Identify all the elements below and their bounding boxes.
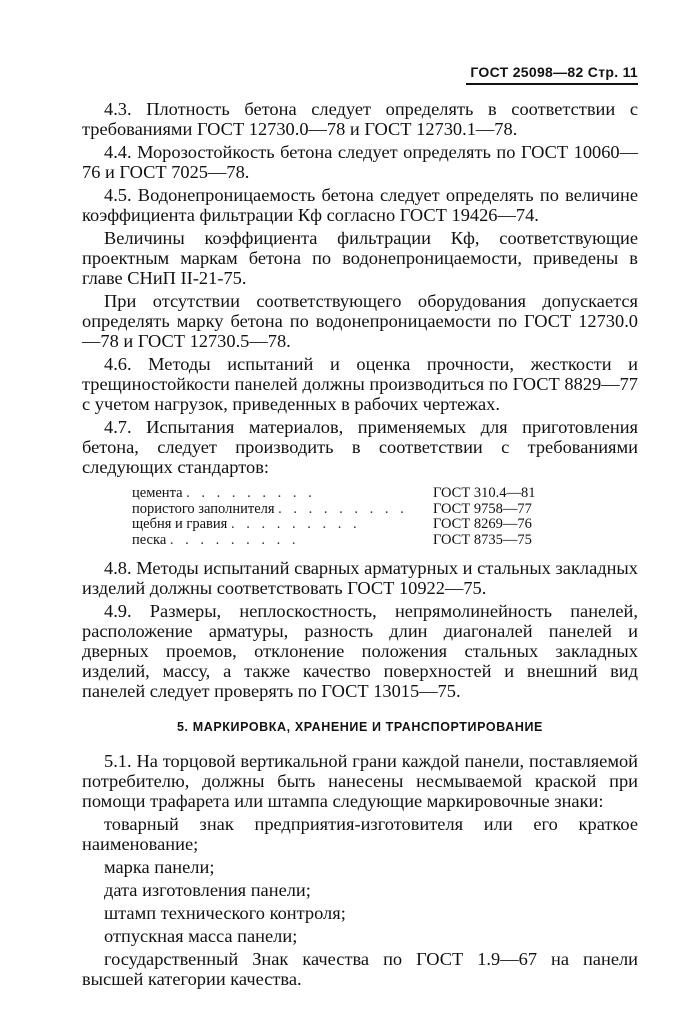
paragraph-5-1: 5.1. На торцовой вертикальной грани каждой панели, поставляемой потребителю, должны быть нанесены несмываемой краской при помощи трафарета или штампа следующие маркировочные знаки: [82, 751, 638, 811]
table-row [132, 486, 562, 502]
leader-dots: . . . . . . . . . [278, 500, 408, 517]
material-name: песка [132, 531, 167, 548]
paragraph-4-8: 4.8. Методы испытаний сварных арматурных и стальных закладных изделий должны соответствовать ГОСТ 10922—75. [82, 558, 638, 598]
material-name: пористого заполнителя [132, 500, 275, 517]
leader-dots: . . . . . . . . . [230, 516, 361, 532]
table-row [132, 517, 562, 533]
paragraph-4-7: 4.7. Испытания материалов, применяемых для приготовления бетона, следует производить в соответствии с требованиями следующих стандартов: [82, 417, 638, 477]
list-item: дата изготовления панели; [104, 880, 311, 900]
section-5-heading: 5. МАРКИРОВКА, ХРАНЕНИЕ И ТРАНСПОРТИРОВАНИЕ [177, 720, 543, 734]
running-header: ГОСТ 25098—82 Стр. 11 [466, 64, 638, 85]
list-item: штамп технического контроля; [104, 903, 346, 923]
paragraph-4-6: 4.6. Методы испытаний и оценка прочности, жесткости и трещиностойкости панелей должны производиться по ГОСТ 8829—77 с учетом нагрузок, приведенных в рабочих чертежах. [82, 354, 638, 414]
paragraph-4-3: 4.3. Плотность бетона следует определять в соответствии с требованиями ГОСТ 12730.0—78 и ГОСТ 12730.1—78. [82, 99, 638, 139]
paragraph-filtration-values: Величины коэффициента фильтрации Кф, соответствующие проектным маркам бетона по водонепроницаемости, приведены в главе СНиП II-21-75. [82, 228, 638, 288]
material-name: цемента [132, 485, 183, 501]
paragraph-no-equipment: При отсутствии соответствующего оборудования допускается определять марку бетона по водонепроницаемости по ГОСТ 12730.0—78 и ГОСТ 12730.5—78. [82, 291, 638, 351]
material-gost: ГОСТ 310.4—81 [433, 485, 536, 501]
material-gost: ГОСТ 9758—77 [433, 500, 532, 517]
leader-dots: . . . . . . . . . [169, 531, 300, 548]
leader-dots: . . . . . . . . . [186, 485, 316, 501]
material-gost: ГОСТ 8735—75 [433, 531, 532, 548]
list-item: государственный Знак качества по ГОСТ 1.9—67 на панели высшей категории качества. [82, 949, 638, 989]
material-name: щебня и гравия [132, 516, 228, 532]
document-body [82, 99, 638, 992]
list-item: марка панели; [104, 857, 215, 877]
table-row [132, 502, 562, 518]
list-item: отпускная масса панели; [104, 926, 298, 946]
list-item: товарный знак предприятия-изготовителя или его краткое наименование; [82, 814, 638, 854]
paragraph-4-4: 4.4. Морозостойкость бетона следует определять по ГОСТ 10060—76 и ГОСТ 7025—78. [82, 142, 638, 182]
material-gost: ГОСТ 8269—76 [433, 516, 532, 532]
table-row [132, 533, 562, 549]
paragraph-4-5: 4.5. Водонепроницаемость бетона следует определять по величине коэффициента фильтрации Кф согласно ГОСТ 19426—74. [82, 185, 638, 225]
paragraph-4-9: 4.9. Размеры, неплоскостность, непрямолинейность панелей, расположение арматуры, разность длин диагоналей панелей и дверных проемов, отклонение положения стальных закладных изделий, массу, а также качество поверхностей и внешний вид панелей следует проверять по ГОСТ 13015—75. [82, 601, 638, 701]
materials-standards-table [132, 486, 562, 548]
